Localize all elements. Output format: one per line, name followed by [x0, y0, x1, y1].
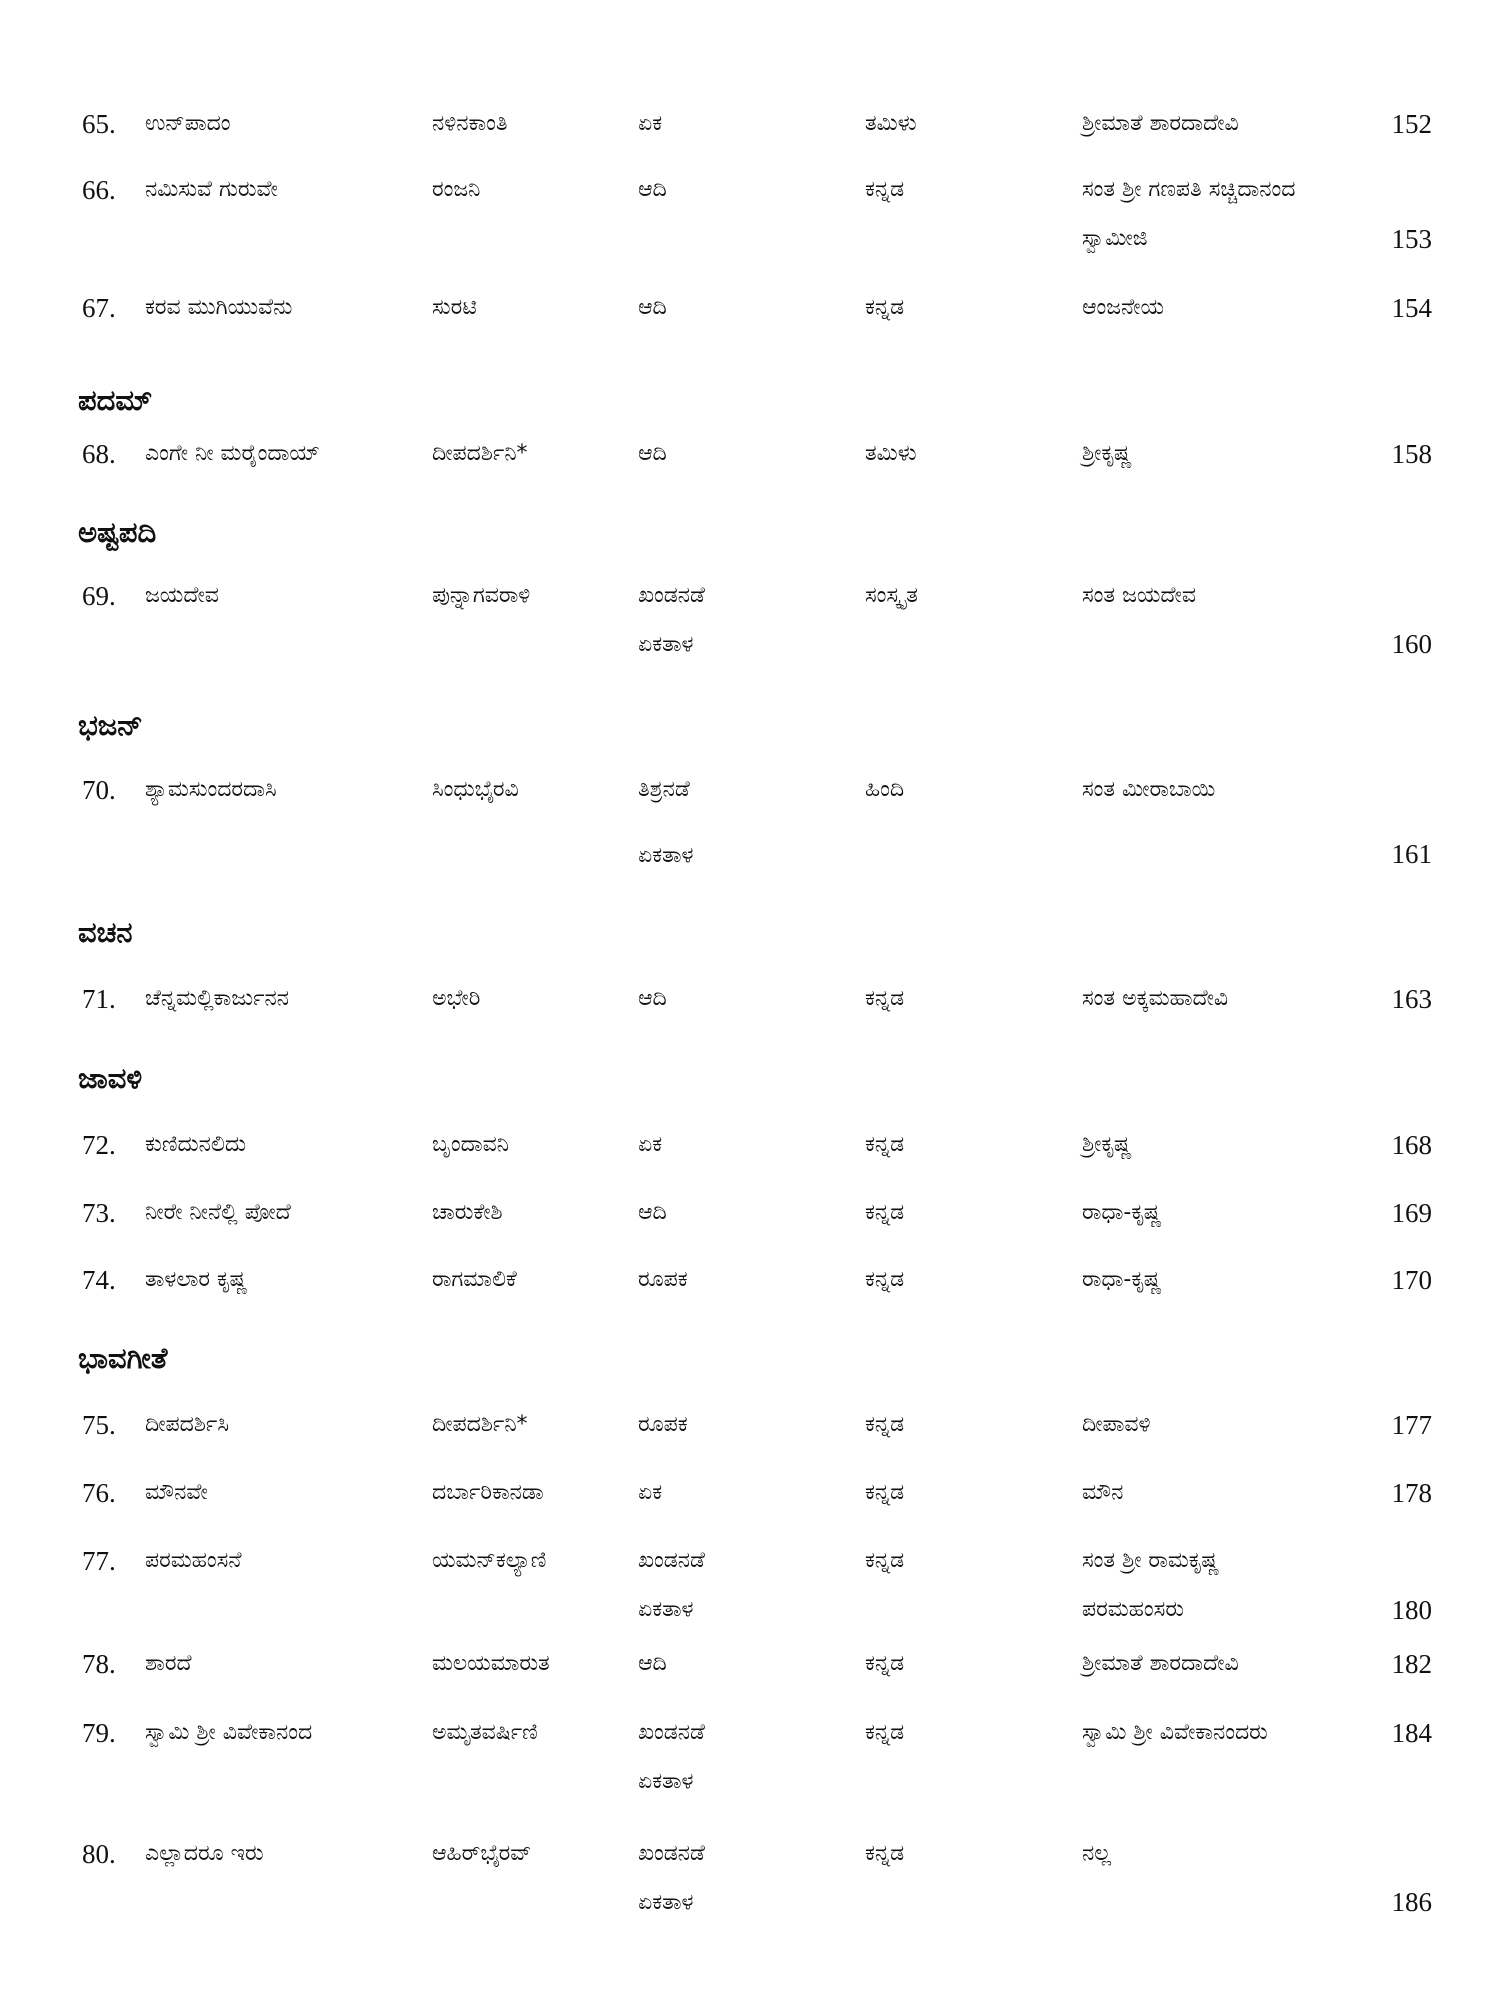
entry-number: 74. — [82, 1265, 116, 1295]
page-number: 152 — [1391, 109, 1432, 139]
song-title: ಮೌನವೇ — [145, 1480, 208, 1505]
song-title: ಪರಮಹಂಸನೆ — [145, 1548, 242, 1573]
page-number: 169 — [1391, 1198, 1432, 1228]
index-entry — [0, 979, 1500, 1019]
language: ಕನ್ನಡ — [865, 1267, 905, 1292]
language: ತಮಿಳು — [865, 111, 917, 136]
entry-number: 73. — [82, 1198, 116, 1228]
song-title: ಕುಣಿದುನಲಿದು — [145, 1132, 247, 1157]
about-subject: ಸಂತ ಶ್ರೀ ರಾಮಕೃಷ್ಣ — [1082, 1548, 1220, 1573]
song-title: ಚೆನ್ನಮಲ್ಲಿಕಾರ್ಜುನನ — [145, 986, 289, 1011]
entry-number: 78. — [82, 1649, 116, 1679]
about-subject: ಆಂಜನೇಯ — [1082, 295, 1165, 320]
raga-name: ಆಹಿರ್‌ಭೈರವ್ — [432, 1841, 532, 1866]
about-subject: ರಾಧಾ-ಕೃಷ್ಣ — [1082, 1267, 1162, 1292]
about-subject: ಸಂತ ಜಯದೇವ — [1082, 583, 1196, 608]
song-title: ನಮಿಸುವೆ ಗುರುವೇ — [145, 177, 278, 202]
song-title: ಜಯದೇವ — [145, 583, 219, 608]
language: ಕನ್ನಡ — [865, 1651, 905, 1676]
raga-name: ದೀಪದರ್ಶಿನಿ* — [432, 441, 528, 466]
about-subject: ದೀಪಾವಳಿ — [1082, 1412, 1151, 1437]
index-entry-continuation — [0, 836, 1500, 876]
tala-name: ಆದಿ — [638, 986, 667, 1011]
tala-name: ಏಕ — [638, 1132, 663, 1157]
index-entry-continuation — [0, 625, 1500, 665]
index-entry — [0, 1405, 1500, 1445]
index-entry — [0, 1193, 1500, 1233]
about-subject: ನಲ್ಲ — [1082, 1841, 1112, 1866]
index-entry — [0, 1644, 1500, 1684]
about-subject: ಸಂತ ಅಕ್ಕಮಹಾದೇವಿ — [1082, 986, 1229, 1011]
index-entry-continuation — [0, 219, 1500, 259]
entry-number: 76. — [82, 1478, 116, 1508]
index-entry — [0, 1713, 1500, 1753]
language: ಕನ್ನಡ — [865, 1720, 905, 1745]
tala-name: ಆದಿ — [638, 295, 667, 320]
page-number: 180 — [1391, 1595, 1432, 1625]
index-entry-continuation — [0, 1762, 1500, 1802]
tala-name: ಏಕತಾಳ — [638, 1597, 694, 1622]
language: ಕನ್ನಡ — [865, 1200, 905, 1225]
tala-name: ಏಕ — [638, 111, 663, 136]
language: ತಮಿಳು — [865, 441, 917, 466]
entry-number: 79. — [82, 1718, 116, 1748]
tala-name: ಏಕತಾಳ — [638, 1769, 694, 1794]
raga-name: ದರ್ಬಾರಿಕಾನಡಾ — [432, 1480, 544, 1505]
language: ಸಂಸ್ಕೃತ — [865, 583, 918, 608]
page-number: 168 — [1391, 1130, 1432, 1160]
song-title: ದೀಪದರ್ಶಿಸಿ — [145, 1412, 229, 1437]
page-number: 182 — [1391, 1649, 1432, 1679]
language: ಕನ್ನಡ — [865, 177, 905, 202]
tala-name: ಖಂಡನಡೆ — [638, 1720, 705, 1745]
about-subject: ಶ್ರೀಕೃಷ್ಣ — [1082, 1132, 1132, 1157]
about-subject: ಪರಮಹಂಸರು — [1082, 1597, 1184, 1622]
index-entry — [0, 1125, 1500, 1165]
page-number: 177 — [1391, 1410, 1432, 1440]
tala-name: ಏಕತಾಳ — [638, 632, 694, 657]
entry-number: 68. — [82, 439, 116, 469]
song-title: ಶ್ಯಾಮಸುಂದರದಾಸಿ — [145, 777, 277, 802]
tala-name: ತಿಶ್ರನಡೆ — [638, 777, 690, 802]
entry-number: 69. — [82, 581, 116, 611]
section-heading: ಅಷ್ಟಪದಿ — [78, 515, 157, 549]
page-number: 154 — [1391, 293, 1432, 323]
about-subject: ಶ್ರೀಕೃಷ್ಣ — [1082, 441, 1132, 466]
entry-number: 71. — [82, 984, 116, 1014]
about-subject: ಸ್ವಾಮೀಜಿ — [1082, 226, 1148, 251]
about-subject: ಶ್ರೀಮಾತೆ ಶಾರದಾದೇವಿ — [1082, 111, 1239, 136]
page-number: 158 — [1391, 439, 1432, 469]
tala-name: ಖಂಡನಡೆ — [638, 1841, 705, 1866]
raga-name: ರಂಜನಿ — [432, 177, 481, 202]
song-title: ಶಾರದೆ — [145, 1651, 192, 1676]
song-title: ಎಲ್ಲಾದರೂ ಇರು — [145, 1841, 264, 1866]
section-heading: ವಚನ — [78, 915, 133, 949]
language: ಕನ್ನಡ — [865, 986, 905, 1011]
raga-name: ರಾಗಮಾಲಿಕೆ — [432, 1267, 517, 1292]
song-title: ತಾಳಲಾರ ಕೃಷ್ಣ — [145, 1267, 248, 1292]
about-subject: ಸಂತ ಮೀರಾಬಾಯಿ — [1082, 777, 1216, 802]
entry-number: 70. — [82, 775, 116, 805]
raga-name: ಪುನ್ನಾಗವರಾಳಿ — [432, 583, 531, 608]
tala-name: ಆದಿ — [638, 1200, 667, 1225]
tala-name: ರೂಪಕ — [638, 1267, 688, 1292]
section-heading: ಭಜನ್ — [78, 708, 143, 742]
raga-name: ಸುರಟಿ — [432, 295, 477, 320]
entry-number: 72. — [82, 1130, 116, 1160]
song-title: ಉನ್‌ಪಾದಂ — [145, 111, 231, 136]
raga-name: ಮಲಯಮಾರುತ — [432, 1651, 550, 1676]
tala-name: ಖಂಡನಡೆ — [638, 1548, 705, 1573]
about-subject: ಮೌನ — [1082, 1480, 1124, 1505]
tala-name: ಏಕತಾಳ — [638, 1890, 694, 1915]
index-entry — [0, 1260, 1500, 1300]
entry-number: 80. — [82, 1839, 116, 1869]
entry-number: 77. — [82, 1546, 116, 1576]
index-entry-continuation — [0, 1883, 1500, 1923]
page-number: 170 — [1391, 1265, 1432, 1295]
index-entry — [0, 1473, 1500, 1513]
language: ಕನ್ನಡ — [865, 1412, 905, 1437]
raga-name: ಚಾರುಕೇಶಿ — [432, 1200, 503, 1225]
song-title: ನೀರೇ ನೀನೆಲ್ಲಿ ಪೋದೆ — [145, 1200, 291, 1225]
section-heading: ಪದಮ್ — [78, 383, 153, 417]
language: ಕನ್ನಡ — [865, 295, 905, 320]
entry-number: 66. — [82, 175, 116, 205]
about-subject: ಶ್ರೀಮಾತೆ ಶಾರದಾದೇವಿ — [1082, 1651, 1239, 1676]
song-title: ಎಂಗೇ ನೀ ಮರೈಂದಾಯ್ — [145, 441, 321, 466]
index-entry-continuation — [0, 1590, 1500, 1630]
song-title: ಕರವ ಮುಗಿಯುವೆನು — [145, 295, 293, 320]
raga-name: ಯಮನ್‌ಕಲ್ಯಾಣಿ — [432, 1548, 547, 1573]
index-entry — [0, 288, 1500, 328]
about-subject: ರಾಧಾ-ಕೃಷ್ಣ — [1082, 1200, 1162, 1225]
page-number: 161 — [1391, 839, 1432, 869]
entry-number: 75. — [82, 1410, 116, 1440]
page-number: 163 — [1391, 984, 1432, 1014]
language: ಕನ್ನಡ — [865, 1480, 905, 1505]
language: ಹಿಂದಿ — [865, 777, 905, 802]
page-number: 160 — [1391, 629, 1432, 659]
tala-name: ಖಂಡನಡೆ — [638, 583, 705, 608]
language: ಕನ್ನಡ — [865, 1132, 905, 1157]
raga-name: ಅಭೇರಿ — [432, 986, 481, 1011]
raga-name: ದೀಪದರ್ಶಿನಿ* — [432, 1412, 528, 1437]
raga-name: ಅಮೃತವರ್ಷಿಣಿ — [432, 1720, 538, 1745]
tala-name: ಆದಿ — [638, 441, 667, 466]
section-heading: ಭಾವಗೀತೆ — [78, 1341, 168, 1375]
entry-number: 67. — [82, 293, 116, 323]
entry-number: 65. — [82, 109, 116, 139]
raga-name: ನಳಿನಕಾಂತಿ — [432, 111, 508, 136]
tala-name: ಆದಿ — [638, 1651, 667, 1676]
raga-name: ಬೃಂದಾವನಿ — [432, 1132, 509, 1157]
tala-name: ಏಕ — [638, 1480, 663, 1505]
index-entry — [0, 434, 1500, 474]
about-subject: ಸ್ವಾಮಿ ಶ್ರೀ ವಿವೇಕಾನಂದರು — [1082, 1720, 1268, 1745]
language: ಕನ್ನಡ — [865, 1841, 905, 1866]
about-subject: ಸಂತ ಶ್ರೀ ಗಣಪತಿ ಸಚ್ಚಿದಾನಂದ — [1082, 177, 1296, 202]
page-number: 184 — [1391, 1718, 1432, 1748]
page-number: 153 — [1391, 224, 1432, 254]
page-number: 186 — [1391, 1887, 1432, 1917]
song-title: ಸ್ವಾಮಿ ಶ್ರೀ ವಿವೇಕಾನಂದ — [145, 1720, 313, 1745]
tala-name: ರೂಪಕ — [638, 1412, 688, 1437]
language: ಕನ್ನಡ — [865, 1548, 905, 1573]
raga-name: ಸಿಂಧುಭೈರವಿ — [432, 777, 519, 802]
index-entry — [0, 104, 1500, 144]
tala-name: ಆದಿ — [638, 177, 667, 202]
page-number: 178 — [1391, 1478, 1432, 1508]
tala-name: ಏಕತಾಳ — [638, 843, 694, 868]
section-heading: ಜಾವಳಿ — [78, 1061, 143, 1095]
